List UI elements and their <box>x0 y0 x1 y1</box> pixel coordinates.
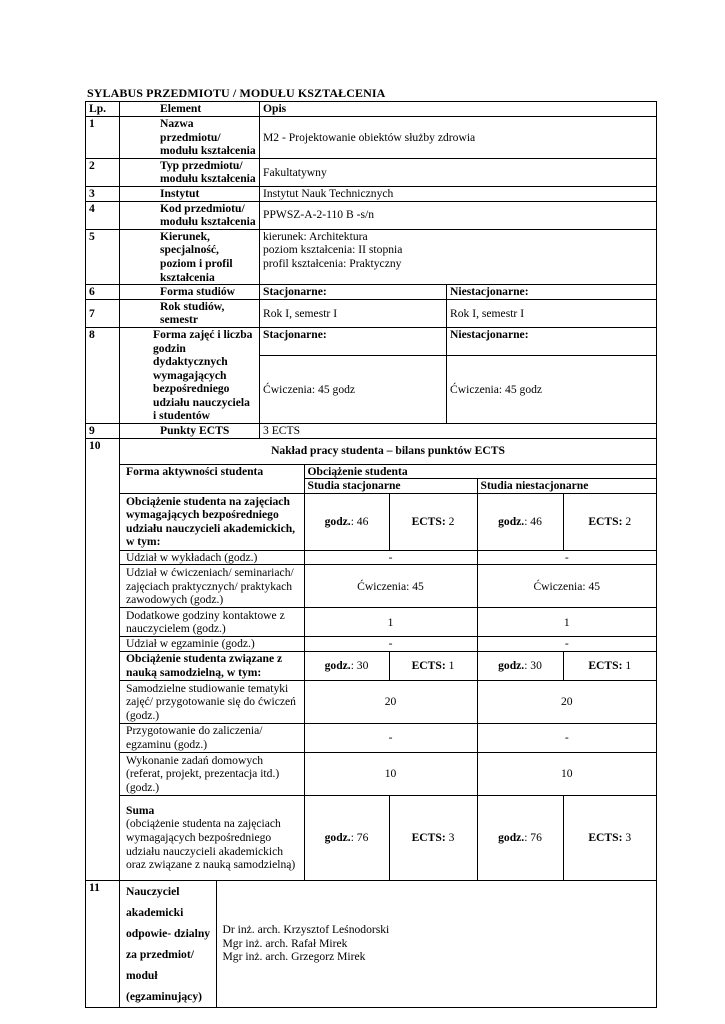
godz-label: godz. <box>324 515 351 529</box>
ects-row-lectures <box>120 550 656 565</box>
row-label: Forma zajęć i liczba godzin dydaktycznych wymagających bezpośredniego udziału nauczyciela i studentów <box>120 327 260 423</box>
stac-ects-cell <box>389 796 477 880</box>
godz-label: godz. <box>324 830 351 844</box>
ects-label: ECTS: <box>411 830 446 844</box>
stac-hours-cell <box>304 652 389 681</box>
ects-row-exercises <box>120 565 656 608</box>
stac-value: - <box>304 724 477 753</box>
row-label: Typ przedmiotu/ modułu kształcenia <box>120 158 260 186</box>
row-year-semester <box>86 299 657 327</box>
stac-ects-value: 2 <box>445 515 455 529</box>
niestac-column-header: Studia niestacjonarne <box>477 479 656 494</box>
row-number: 10 <box>86 438 120 880</box>
row-ects-balance <box>86 438 657 880</box>
ects-row-self-study-total <box>120 652 656 681</box>
activity-label: Obciążenie studenta związane z nauką samodzielną, w tym: <box>120 652 304 681</box>
header-lp: Lp. <box>86 102 120 117</box>
niestac-ects-value: 3 <box>622 830 632 844</box>
godz-label: godz. <box>324 659 351 673</box>
row-study-form <box>86 285 657 300</box>
activity-label: Obciążenie studenta na zajęciach wymagających bezpośredniego udziału nauczycieli akademickich, w tym: <box>120 493 304 550</box>
header-opis: Opis <box>260 102 657 117</box>
row-label: Kierunek, specjalność, poziom i profil kształcenia <box>120 229 260 284</box>
stac-hours-cell <box>304 493 389 550</box>
table-header-row <box>86 102 657 117</box>
niestac-value: - <box>477 724 656 753</box>
stac-heading: Stacjonarne: <box>260 285 447 300</box>
activity-label: Przygotowanie do zaliczenia/ egzaminu (godz.) <box>120 724 304 753</box>
teacher-cell <box>120 880 657 1007</box>
activity-label: Udział w wykładach (godz.) <box>120 550 304 565</box>
stac-value: 10 <box>304 753 477 796</box>
activity-label: Udział w ćwiczeniach/ seminariach/ zajęciach praktycznych/ praktykach zawodowych (godz.) <box>120 565 304 608</box>
course-code-value: PPWSZ-A-2-110 B -s/n <box>260 201 657 229</box>
ects-row-exam-prep <box>120 724 656 753</box>
row-label: Kod przedmiotu/ modułu kształcenia <box>120 201 260 229</box>
syllabus-table <box>85 101 657 1008</box>
row-label: Punkty ECTS <box>120 424 260 439</box>
row-number: 1 <box>86 117 120 159</box>
ects-label: ECTS: <box>411 659 446 673</box>
niestac-ects-value: 2 <box>622 515 632 529</box>
row-course-type <box>86 158 657 186</box>
row-number: 5 <box>86 229 120 284</box>
ects-balance-title: Nakład pracy studenta – bilans punktów ECTS <box>120 439 656 465</box>
niestac-hours-cell <box>477 796 563 880</box>
row-ects-points <box>86 424 657 439</box>
stac-hours-value: : 30 <box>350 659 369 673</box>
stac-value: Ćwiczenia: 45 <box>304 565 477 608</box>
niestac-ects-value: 1 <box>622 659 632 673</box>
ects-balance-cell <box>120 438 657 880</box>
ects-row-exam <box>120 637 656 652</box>
ects-balance-table <box>120 465 656 880</box>
row-label: Rok studiów, semestr <box>120 299 260 327</box>
row-label: Forma studiów <box>120 285 260 300</box>
ects-label: ECTS: <box>588 515 623 529</box>
niestac-hours-value: : 30 <box>524 659 542 673</box>
teacher-name: Dr inż. arch. Krzysztof Leśnodorski <box>222 923 390 937</box>
row-number: 7 <box>86 299 120 327</box>
godz-label: godz. <box>498 515 525 529</box>
header-element: Element <box>120 102 260 117</box>
institute-value: Instytut Nauk Technicznych <box>260 186 657 201</box>
row-course-name <box>86 117 657 159</box>
row-label: Nazwa przedmiotu/ modułu kształcenia <box>120 117 260 159</box>
stac-ects-value: 1 <box>445 659 455 673</box>
ects-label: ECTS: <box>588 659 623 673</box>
sum-description: (obciążenie studenta na zajęciach wymagających bezpośredniego udziału nauczycieli akademickich oraz związane z nauką samodzielną) <box>126 817 296 872</box>
row-number: 2 <box>86 158 120 186</box>
ects-label: ECTS: <box>588 830 623 844</box>
teacher-name: Mgr inż. arch. Grzegorz Mirek <box>222 950 366 964</box>
stac-year-value: Rok I, semestr I <box>260 299 447 327</box>
level-line: poziom kształcenia: II stopnia <box>263 243 403 257</box>
activity-column-header: Forma aktywności studenta <box>120 465 304 494</box>
niestac-ects-cell <box>563 652 656 681</box>
teacher-names <box>216 881 656 1007</box>
row-number: 6 <box>86 285 120 300</box>
load-column-header: Obciążenie studenta <box>304 465 656 479</box>
course-name-value: M2 - Projektowanie obiektów służby zdrowia <box>260 117 657 159</box>
ects-points-value: 3 ECTS <box>260 424 657 439</box>
activity-label: Wykonanie zadań domowych (referat, projekt, prezentacja itd.) (godz.) <box>120 753 304 796</box>
course-type-value: Fakultatywny <box>260 158 657 186</box>
row-institute <box>86 186 657 201</box>
row-number: 3 <box>86 186 120 201</box>
sum-label: Suma <box>126 803 155 817</box>
ects-label: ECTS: <box>411 515 446 529</box>
stac-value: - <box>304 550 477 565</box>
niestac-hours-cell <box>477 652 563 681</box>
row-number: 8 <box>86 327 120 423</box>
profile-line: profil kształcenia: Praktyczny <box>263 256 402 270</box>
row-teacher <box>86 880 657 1007</box>
stac-hours-cell <box>304 796 389 880</box>
niestac-value: 20 <box>477 681 656 724</box>
row-number: 4 <box>86 201 120 229</box>
niestac-ects-cell <box>563 796 656 880</box>
activity-label: Dodatkowe godziny kontaktowe z nauczycielem (godz.) <box>120 608 304 637</box>
niestac-year-value: Rok I, semestr I <box>447 299 657 327</box>
niestac-hours-value: Ćwiczenia: 45 godz <box>447 356 657 424</box>
godz-label: godz. <box>498 659 525 673</box>
stac-value: 1 <box>304 608 477 637</box>
stac-hours-value: Ćwiczenia: 45 godz <box>260 356 447 424</box>
niestac-value: - <box>477 550 656 565</box>
stac-ects-value: 3 <box>445 830 455 844</box>
niestac-value: 10 <box>477 753 656 796</box>
ects-row-homework <box>120 753 656 796</box>
niestac-heading: Niestacjonarne: <box>447 327 657 355</box>
activity-label: Udział w egzaminie (godz.) <box>120 637 304 652</box>
stac-value: - <box>304 637 477 652</box>
niestac-hours-value: : 46 <box>524 515 542 529</box>
row-field-of-study <box>86 229 657 284</box>
row-class-form-head <box>86 327 657 355</box>
field-of-study-value <box>260 229 657 284</box>
row-course-code <box>86 201 657 229</box>
teacher-inner-table <box>120 881 656 1007</box>
teacher-name: Mgr inż. arch. Rafał Mirek <box>222 936 348 950</box>
stac-column-header: Studia stacjonarne <box>304 479 477 494</box>
document-title: SYLABUS PRZEDMIOTU / MODUŁU KSZTAŁCENIA <box>87 86 386 100</box>
activity-label: Samodzielne studiowanie tematyki zajęć/ przygotowanie się do ćwiczeń (godz.) <box>120 681 304 724</box>
stac-value: 20 <box>304 681 477 724</box>
stac-hours-value: : 76 <box>350 830 369 844</box>
stac-hours-value: : 46 <box>350 515 369 529</box>
ects-row-self-study <box>120 681 656 724</box>
ects-row-contact <box>120 493 656 550</box>
niestac-value: - <box>477 637 656 652</box>
teacher-label: Nauczyciel akademicki odpowie- dzialny za przedmiot/ moduł (egzaminujący) <box>120 881 216 1007</box>
stac-ects-cell <box>389 493 477 550</box>
row-number: 9 <box>86 424 120 439</box>
row-number: 11 <box>86 880 120 1007</box>
niestac-hours-cell <box>477 493 563 550</box>
godz-label: godz. <box>498 830 525 844</box>
niestac-ects-cell <box>563 493 656 550</box>
niestac-value: Ćwiczenia: 45 <box>477 565 656 608</box>
row-label: Instytut <box>120 186 260 201</box>
ects-head-row-1 <box>120 465 656 479</box>
field-line: kierunek: Architektura <box>263 229 368 243</box>
stac-heading: Stacjonarne: <box>260 327 447 355</box>
ects-row-extra-hours <box>120 608 656 637</box>
stac-ects-cell <box>389 652 477 681</box>
ects-row-sum <box>120 796 656 880</box>
niestac-value: 1 <box>477 608 656 637</box>
sum-label-cell <box>120 796 304 880</box>
niestac-hours-value: : 76 <box>524 830 542 844</box>
niestac-heading: Niestacjonarne: <box>447 285 657 300</box>
